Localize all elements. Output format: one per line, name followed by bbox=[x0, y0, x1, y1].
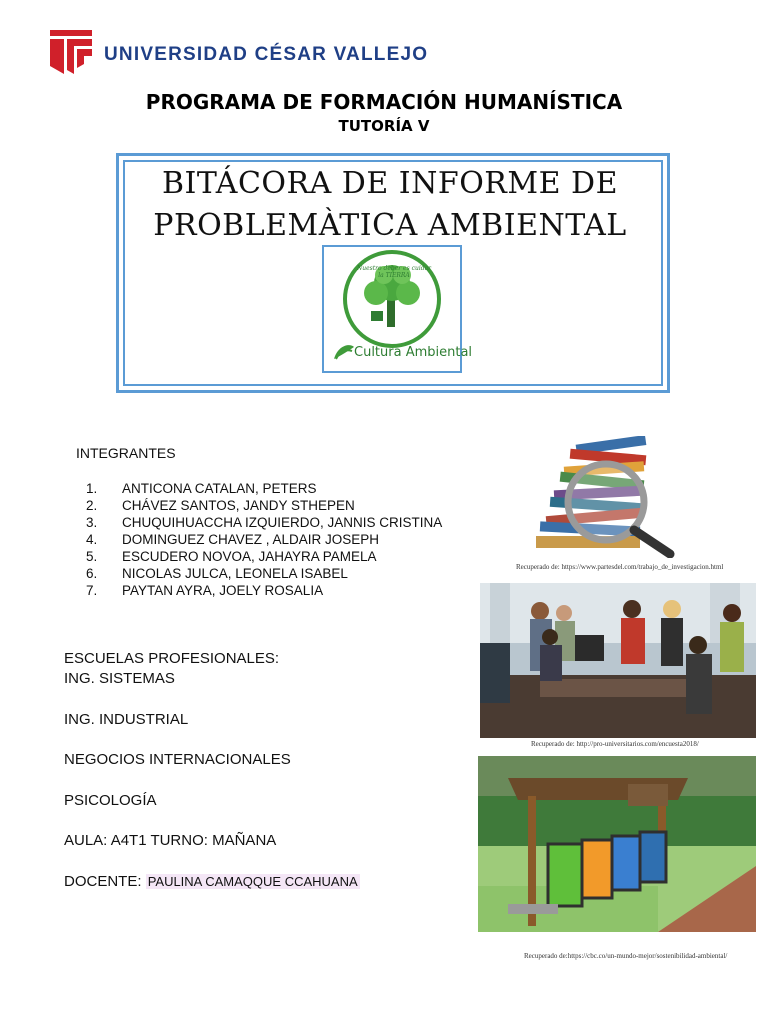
team-office-image bbox=[480, 583, 756, 738]
tutoria-label: TUTORÍA V bbox=[338, 117, 430, 135]
recycling-bins-image bbox=[478, 756, 756, 932]
member-name: DOMINGUEZ CHAVEZ , ALDAIR JOSEPH bbox=[122, 532, 380, 547]
member-name: ANTICONA CATALAN, PETERS bbox=[122, 481, 317, 496]
member-name: CHUQUIHUACCHA IZQUIERDO, JANNIS CRISTINA bbox=[122, 515, 443, 530]
title-line-1: BITÁCORA DE INFORME DE bbox=[162, 166, 618, 201]
emblem-slogan: Nuestro deber es cuidar la TIERRA bbox=[356, 265, 432, 279]
member-number: 2. bbox=[86, 498, 98, 513]
members-list bbox=[74, 480, 444, 599]
escuela-item: NEGOCIOS INTERNACIONALES bbox=[64, 751, 291, 768]
docente-name: PAULINA CAMAQQUE CCAHUANA bbox=[147, 874, 358, 889]
garden-caption: Recuperado de:https://cbc.co/un-mundo-mejor/sostenibilidad-ambiental/ bbox=[524, 952, 728, 960]
list-item bbox=[74, 514, 444, 531]
escuela-item: PSICOLOGÍA bbox=[64, 792, 157, 809]
document-title bbox=[120, 163, 660, 247]
member-name: CHÁVEZ SANTOS, JANDY STHEPEN bbox=[122, 498, 355, 513]
list-item bbox=[74, 548, 444, 565]
member-number: 1. bbox=[86, 481, 98, 496]
member-name: PAYTAN AYRA, JOELY ROSALIA bbox=[122, 583, 324, 598]
emblem-caption: Cultura Ambiental bbox=[354, 345, 473, 360]
list-item bbox=[74, 531, 444, 548]
list-item bbox=[74, 582, 444, 599]
member-number: 7. bbox=[86, 583, 98, 598]
member-number: 5. bbox=[86, 549, 98, 564]
university-name: UNIVERSIDAD CÉSAR VALLEJO bbox=[104, 44, 429, 65]
member-number: 3. bbox=[86, 515, 98, 530]
list-item bbox=[74, 565, 444, 582]
university-logo-icon bbox=[50, 30, 92, 74]
member-name: ESCUDERO NOVOA, JAHAYRA PAMELA bbox=[122, 549, 377, 564]
escuela-item: ING. SISTEMAS bbox=[64, 670, 175, 687]
member-name: NICOLAS JULCA, LEONELA ISABEL bbox=[122, 566, 348, 581]
title-line-2: PROBLEMÀTICA AMBIENTAL bbox=[153, 208, 627, 243]
aula-turno: AULA: A4T1 TURNO: MAÑANA bbox=[64, 832, 277, 849]
integrantes-heading: INTEGRANTES bbox=[76, 445, 176, 461]
escuela-item: ING. INDUSTRIAL bbox=[64, 711, 189, 728]
list-item bbox=[74, 497, 444, 514]
books-magnifier-image bbox=[520, 436, 692, 558]
member-number: 6. bbox=[86, 566, 98, 581]
cultura-ambiental-emblem bbox=[322, 245, 473, 373]
books-caption: Recuperado de: https://www.partesdel.com/trabajo_de_investigacion.html bbox=[516, 563, 724, 571]
member-number: 4. bbox=[86, 532, 98, 547]
docente-label: DOCENTE: bbox=[64, 873, 142, 890]
list-item bbox=[74, 480, 444, 497]
escuelas-heading: ESCUELAS PROFESIONALES: bbox=[64, 650, 280, 667]
program-title: PROGRAMA DE FORMACIÓN HUMANÍSTICA bbox=[145, 90, 623, 114]
docente-line bbox=[64, 873, 360, 890]
office-caption: Recuperado de: http://pro-universitarios.com/encuesta2018/ bbox=[531, 740, 699, 748]
